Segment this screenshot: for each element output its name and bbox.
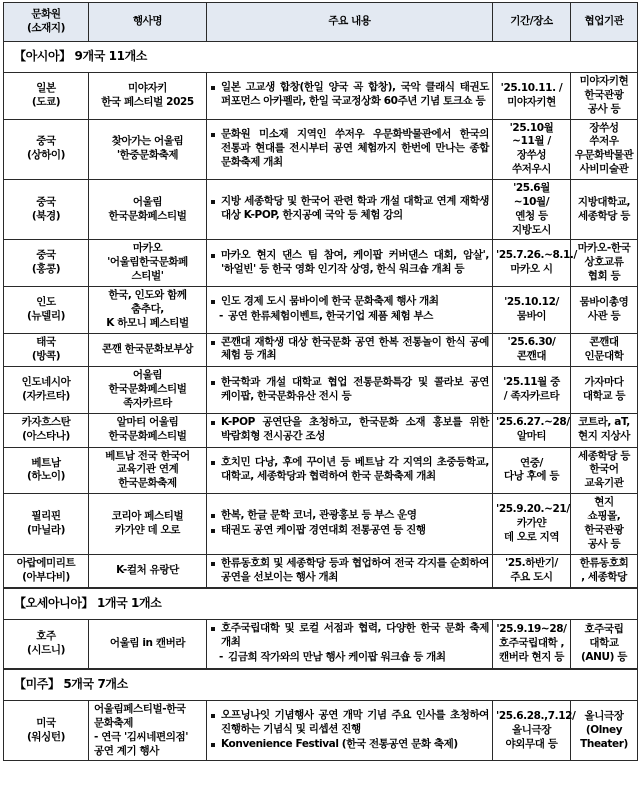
partner-line: 인문대학 (584, 349, 624, 362)
country-name: 인도 (36, 295, 56, 308)
table-row (4, 554, 638, 588)
cell-event-name (89, 494, 207, 554)
country-name: 카자흐스탄 (21, 416, 71, 429)
period-line: 데 오로 지역 (503, 530, 560, 543)
cell-cultural-center (4, 447, 89, 494)
table-body (4, 42, 638, 761)
event-name-line: 어울림 (132, 369, 163, 382)
event-name-line: 한국, 인도와 함께 (108, 289, 187, 302)
content-bullet-item: 오프닝나잇 기념행사 공연 개막 기념 주요 인사를 초청하여 진행하는 기념식 및 리셉션 진행 (210, 709, 489, 737)
period-line: '25.10월~11월 / (509, 121, 554, 148)
cell-cultural-center (4, 73, 89, 120)
city-name: (방콕) (31, 349, 61, 362)
cell-main-content (207, 700, 493, 760)
cell-event-name (89, 73, 207, 120)
city-name: (마닐라) (26, 523, 66, 536)
partner-line: 대학교 (589, 637, 619, 650)
content-bullet-item: 한국학과 개설 대학교 협업 전통문화특강 및 콜라보 공연 케이팝, 한국문화유산 전시 등 (210, 376, 489, 404)
event-name-line: 카가얀 데 오로 (115, 523, 180, 536)
table-row (4, 240, 638, 287)
country-name: 중국 (36, 249, 56, 262)
event-name-line: 어울림 (132, 195, 163, 208)
partner-line: 한국관광 (584, 523, 624, 536)
content-list (210, 456, 489, 484)
period-line: '25.10.12/ (504, 295, 559, 308)
event-name-line: '한중문화축제 (116, 149, 179, 162)
period-line: '25.10.11. / (500, 81, 563, 94)
city-name: (워싱턴) (26, 730, 66, 743)
table-row (4, 73, 638, 120)
event-name-line: 한국문화페스티벌 (108, 430, 187, 443)
cell-main-content (207, 287, 493, 334)
city-name: (뉴델리) (26, 309, 66, 322)
cell-cultural-center (4, 240, 89, 287)
partner-line: 한류동호회 (579, 557, 629, 570)
partner-line: 공사 등 (587, 102, 621, 115)
cell-main-content (207, 494, 493, 554)
partner-line: 현지 지상사 (578, 430, 630, 443)
period-line: 알마티 (516, 430, 547, 443)
partner-line: 가자마다 (584, 376, 624, 389)
country-name: 필리핀 (31, 510, 61, 523)
city-name: (아스타나) (22, 430, 70, 443)
cell-event-name (89, 554, 207, 588)
table-row (4, 119, 638, 179)
cell-period-location (493, 287, 571, 334)
event-name-line: 마카오 (132, 242, 163, 255)
period-line: 주요 도시 (510, 571, 553, 583)
country-name: 호주 (36, 630, 56, 643)
cell-cultural-center (4, 494, 89, 554)
period-line: '25.6.28.,7.12/ (496, 709, 576, 722)
city-name: (하노이) (26, 470, 66, 483)
overseas-cultural-center-events-table (3, 2, 638, 761)
column-header-partner: 협업기관 (571, 3, 638, 42)
city-name: (도쿄) (31, 95, 61, 108)
content-list (210, 295, 489, 324)
event-name-line: 한국문화페스티벌 (108, 383, 187, 396)
cell-period-location (493, 700, 576, 760)
cell-partner-organization (571, 413, 638, 447)
content-bullet-item: 마카오 현지 댄스 팀 참여, 케이팝 커버댄스 대회, 암살', '하얼빈' 등 한국 영화 인기작 상영, 한식 워크숍 개최 등 (210, 249, 489, 277)
cell-partner-organization (571, 447, 638, 494)
period-line: 캔버라 현지 등 (499, 651, 564, 664)
event-name-line: '어울림한국문화페 (107, 256, 188, 269)
event-name-line: 어울림 in 캔버라 (109, 637, 186, 650)
event-name-line: 어울림페스티벌-한국 (94, 702, 186, 715)
period-line: 쑤저우시 (512, 163, 551, 176)
content-bullet-item: 지방 세종학당 및 한국어 관련 학과 개설 대학교 연계 재학생 대상 K-POP, 한지공예 국악 등 체험 강의 (210, 195, 489, 223)
partner-line: 현지 (594, 496, 614, 509)
table-header-row (4, 3, 638, 42)
cell-period-location (493, 119, 571, 179)
cell-partner-organization (571, 287, 638, 334)
event-name-line: 공연 계기 행사 (94, 744, 159, 757)
table-row (4, 367, 638, 414)
content-list (210, 416, 489, 444)
cell-cultural-center (4, 367, 89, 414)
country-name: 아랍에미리트 (16, 557, 76, 570)
cell-period-location (493, 413, 571, 447)
cell-partner-organization (571, 494, 638, 554)
period-line: 뭄바이 (516, 309, 547, 322)
partner-line: 사비미술관 (579, 163, 629, 176)
event-name-line: K-컬처 유랑단 (116, 564, 179, 577)
column-header-content: 주요 내용 (207, 3, 493, 42)
period-line: 마카오 시 (510, 263, 553, 276)
table-row (4, 620, 638, 669)
cell-partner-organization (571, 119, 638, 179)
partner-line: 세종학당 등 (578, 209, 630, 222)
cell-main-content (207, 554, 493, 588)
table-row (4, 700, 638, 760)
cell-event-name (89, 413, 207, 447)
cell-main-content (207, 333, 493, 367)
partner-line: 호주국립 (584, 623, 624, 636)
partner-line: 미야자키현 (579, 75, 629, 87)
column-header-period: 기간/장소 (493, 3, 571, 42)
content-sub-item: - 김금희 작가와의 만남 행사 케이팝 워크숍 등 개최 (210, 651, 489, 665)
cell-event-name (89, 367, 207, 414)
partner-line: (Olney (585, 723, 623, 736)
cell-event-name (89, 287, 207, 334)
partner-line: 장쑤성 쑤저우 (589, 121, 619, 148)
event-name-line: 한국문화축제 (118, 477, 177, 490)
partner-line: , 세종학당 (581, 571, 627, 583)
content-bullet-item: 호주국립대학 및 로컬 서점과 협력, 다양한 한국 문화 축제 개최 (210, 622, 489, 650)
cell-partner-organization (571, 180, 638, 240)
event-name-line: 족자카르타 (123, 397, 172, 410)
cell-period-location (493, 73, 571, 120)
column-header-event: 행사명 (89, 3, 207, 42)
event-name-line: 한국 페스티벌 2025 (101, 95, 194, 108)
region-heading-row (4, 588, 638, 620)
event-name-line: 찾아가는 어울림 (111, 135, 184, 148)
city-name: (상하이) (26, 149, 66, 162)
partner-line: 코트라, aT, (578, 416, 630, 429)
event-name-line: 스티벌' (131, 270, 164, 283)
cell-main-content (207, 180, 493, 240)
period-line: '25.6.27.~28/ (496, 416, 570, 429)
period-line: 올니극장 (512, 723, 551, 736)
cell-main-content (207, 413, 493, 447)
partner-line: 올니극장 (584, 709, 624, 722)
content-bullet-item: 콘깬대 재학생 대상 한국문화 공연 한복 전통놀이 한식 공예 체험 등 개최 (210, 336, 489, 364)
content-bullet-item: 문화원 미소재 지역인 쑤저우 우문화박물관에서 한국의 전통과 현대를 전시부터 공연 체험까지 한번에 만나는 종합 문화축제 개최 (210, 128, 489, 170)
cell-cultural-center (4, 119, 89, 179)
cell-event-name (89, 180, 207, 240)
cell-main-content (207, 119, 493, 179)
table-row (4, 494, 638, 554)
content-list (210, 509, 489, 538)
cell-period-location (493, 180, 571, 240)
period-line: '25.7.26.~8.1./ (496, 249, 577, 262)
partner-line: 세종학당 등 (578, 449, 630, 462)
country-name: 중국 (36, 135, 56, 148)
period-line: '25.9.20.~21/ (496, 503, 570, 516)
country-name: 인도네시아 (21, 376, 71, 389)
content-list (210, 709, 489, 752)
table-row (4, 447, 638, 494)
content-list (210, 249, 489, 277)
content-list (210, 622, 489, 665)
cell-main-content (207, 620, 493, 669)
period-line: 옌청 등 지방도시 (512, 209, 551, 236)
content-bullet-item: 태권도 공연 케이팝 경연대회 전통공연 등 진행 (210, 524, 489, 538)
partner-line: 우문화박물관 (574, 149, 634, 162)
content-bullet-item: 한복, 한글 문학 코너, 관광홍보 등 부스 운영 (210, 509, 489, 523)
content-list (210, 195, 489, 223)
cell-event-name (89, 447, 207, 494)
cell-partner-organization (571, 73, 638, 120)
cell-main-content (207, 447, 493, 494)
region-heading: 【아시아】 9개국 11개소 (4, 42, 638, 73)
content-bullet-item: 인도 경제 도시 뭄바이에 한국 문화축제 행사 개최 (210, 295, 489, 309)
cell-main-content (207, 73, 493, 120)
content-list (210, 336, 489, 364)
cell-period-location (493, 494, 571, 554)
table-row (4, 333, 638, 367)
cell-event-name (89, 700, 207, 760)
column-header-center-line1: 문화원 (31, 8, 61, 21)
table-row (4, 287, 638, 334)
partner-line: 사관 등 (587, 309, 621, 322)
event-name-line: 알마티 어울림 (116, 416, 179, 429)
period-line: 장쑤성 (516, 149, 547, 162)
cell-period-location (493, 240, 577, 287)
event-name-line: 교육기관 연계 (116, 463, 179, 476)
city-name: (홍콩) (31, 263, 61, 276)
event-name-line: 한국문화페스티벌 (108, 209, 187, 222)
event-name-line: 코리아 페스티벌 (111, 510, 184, 523)
period-line: 카가얀 (516, 516, 547, 529)
table-row (4, 413, 638, 447)
period-line: '25.하반기/ (505, 557, 558, 570)
cell-partner-organization (571, 367, 638, 414)
cell-cultural-center (4, 620, 89, 669)
cell-period-location (493, 554, 571, 588)
partner-line: 한국관광 (584, 88, 624, 101)
period-line: / 족자카르타 (503, 390, 560, 403)
content-list (210, 376, 489, 404)
content-bullet-item: 호치민 다낭, 후에 꾸이년 등 베트남 각 지역의 초중등학교, 대학교, 세종학당과 협력하여 한국 문화축제 개최 (210, 456, 489, 484)
period-line: 콘깬대 (516, 349, 547, 362)
event-name-line: 콘깬 한국문화보부상 (102, 343, 193, 356)
country-name: 태국 (36, 336, 56, 349)
content-bullet-item: 한류동호회 및 세종학당 등과 협업하여 전국 각지를 순회하여 공연을 선보이는 행사 개최 (210, 557, 489, 585)
partner-line: 교육기관 (584, 477, 624, 490)
event-name-line: 문화축제 (94, 716, 133, 729)
content-list (210, 557, 489, 585)
country-name: 중국 (36, 195, 56, 208)
cell-partner-organization (571, 333, 638, 367)
city-name: (자카르타) (22, 390, 70, 403)
region-heading: 【미주】 5개국 7개소 (4, 669, 638, 701)
partner-line: (ANU) 등 (580, 651, 628, 664)
content-list (210, 128, 489, 170)
country-name: 베트남 (31, 456, 61, 469)
period-line: 호주국립대학 , (498, 637, 565, 650)
cell-event-name (89, 240, 207, 287)
column-header-center (4, 3, 89, 42)
content-sub-item: - 공연 한류체험이벤트, 한국기업 제품 체험 부스 (210, 310, 489, 324)
cell-period-location (493, 333, 571, 367)
event-name-line: - 연극 '김씨네편의점' (94, 730, 189, 743)
cell-partner-organization (571, 620, 638, 669)
city-name: (시드니) (26, 644, 66, 657)
partner-line: 상호교류 (584, 256, 624, 269)
cell-period-location (493, 367, 571, 414)
partner-line: 한국어 (589, 463, 619, 476)
cell-event-name (89, 620, 207, 669)
partner-line: 콘깬대 (589, 336, 619, 349)
region-heading-row (4, 42, 638, 73)
cell-cultural-center (4, 554, 89, 588)
content-bullet-item: 일본 고교생 합창(한일 양국 곡 합창), 국악 클래식 태권도 퍼포먼스 아카펠라, 한일 국교정상화 60주년 기념 토크쇼 등 (210, 81, 489, 109)
content-bullet-item: K-POP 공연단을 초청하고, 한국문화 소재 홍보를 위한 박람회형 전시공간 조성 (210, 416, 489, 444)
partner-line: 협회 등 (587, 270, 621, 283)
table-header (4, 3, 638, 42)
period-line: '25.6.30/ (507, 336, 556, 349)
event-name-line: 춤추다, (131, 302, 164, 315)
country-name: 미국 (36, 716, 56, 729)
period-line: 다낭 후에 등 (503, 470, 560, 483)
content-bullet-item: Konvenience Festival (한국 전통공연 문화 축제) (210, 738, 489, 752)
event-name-line: 미야자키 (128, 81, 167, 94)
partner-line: 마카오-한국 (577, 242, 631, 255)
cell-cultural-center (4, 700, 89, 760)
period-line: 야외무대 등 (505, 737, 558, 750)
partner-line: 공사 등 (587, 537, 621, 550)
cell-partner-organization (571, 240, 638, 287)
cell-event-name (89, 333, 207, 367)
region-heading: 【오세아니아】 1개국 1개소 (4, 588, 638, 620)
region-heading-row (4, 669, 638, 701)
cell-partner-organization (571, 700, 638, 760)
event-name-line: K 하모니 페스티벌 (106, 316, 189, 329)
period-line: 연중/ (520, 456, 543, 469)
cell-event-name (89, 119, 207, 179)
table-row (4, 180, 638, 240)
period-line: '25.9.19~28/ (496, 623, 567, 636)
partner-line: 뭄바이총영 (579, 295, 629, 308)
cell-cultural-center (4, 180, 89, 240)
column-header-center-line2: (소재지) (26, 22, 66, 34)
cell-cultural-center (4, 413, 89, 447)
period-line: '25.11월 중 (503, 376, 560, 389)
period-line: '25.6월~10월/ (513, 182, 550, 208)
cell-cultural-center (4, 333, 89, 367)
cell-main-content (207, 367, 493, 414)
event-name-line: 베트남 전국 한국어 (105, 449, 190, 462)
partner-line: Theater) (580, 737, 628, 750)
cell-period-location (493, 620, 571, 669)
partner-line: 대학교 등 (582, 390, 626, 403)
city-name: (아부다비) (22, 571, 70, 583)
partner-line: 쇼핑몰, (587, 510, 621, 523)
period-line: 미야자키현 (507, 95, 556, 108)
cell-main-content (207, 240, 493, 287)
cell-cultural-center (4, 287, 89, 334)
cell-partner-organization (571, 554, 638, 588)
city-name: (북경) (31, 209, 61, 222)
content-list (210, 81, 489, 109)
partner-line: 지방대학교, (577, 195, 631, 208)
country-name: 일본 (36, 81, 56, 94)
cell-period-location (493, 447, 571, 494)
